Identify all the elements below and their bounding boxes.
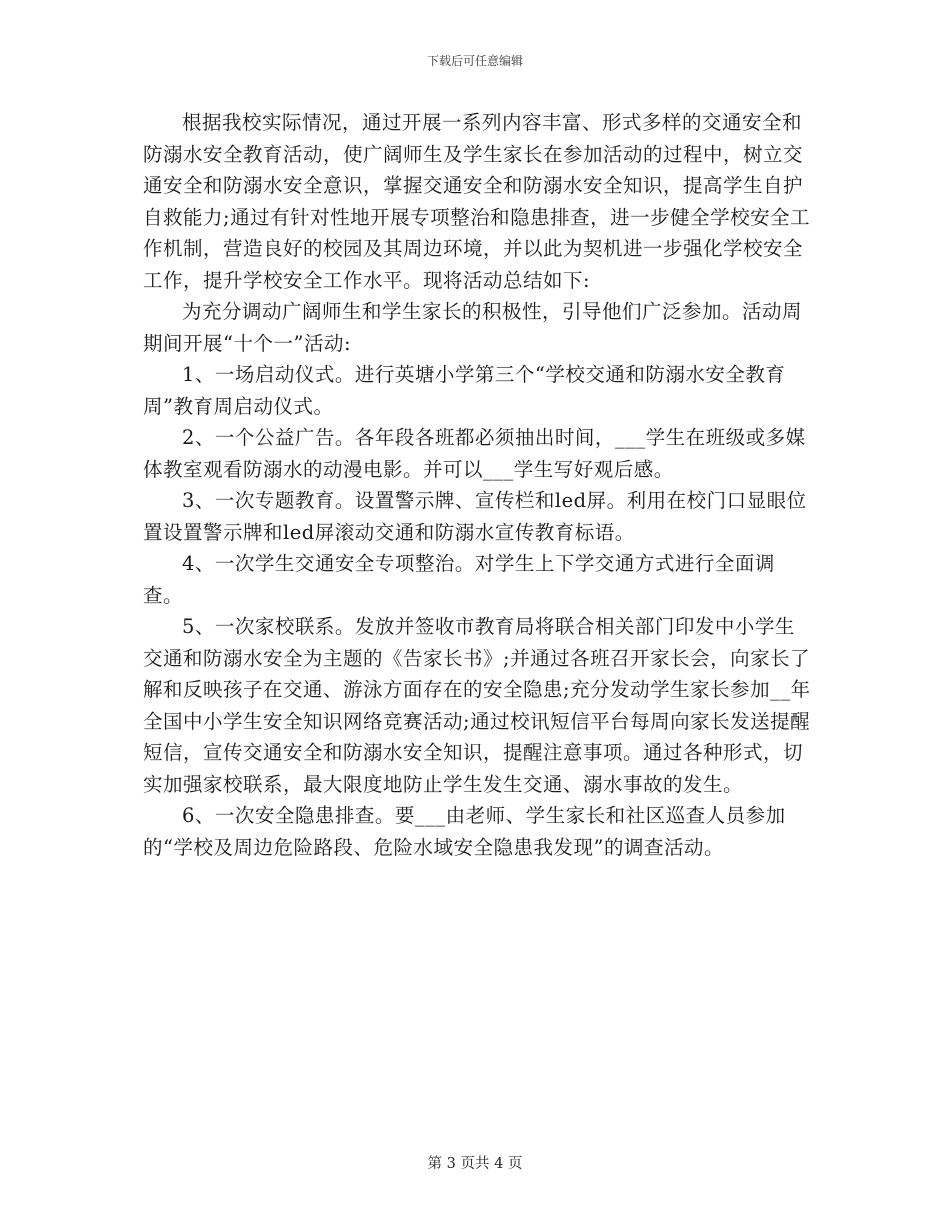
paragraph-item-1: 1、一场启动仪式。进行英塘小学第三个“学校交通和防溺水安全教育周”教育周启动仪式。: [143, 363, 786, 418]
page-header: 下载后可任意编辑: [426, 54, 523, 68]
paragraph-item-6: 6、一次安全隐患排查。要___由老师、学生家长和社区巡查人员参加的“学校及周边危险路段、危险水域安全隐患我发现”的调查活动。: [143, 804, 786, 859]
paragraph-intro: 根据我校实际情况，通过开展一系列内容丰富、形式多样的交通安全和防溺水安全教育活动，使广阔师生及学生家长在参加活动的过程中，树立交通安全和防溺水安全意识，掌握交通安全和防溺水安全知识，提高学生自护自救能力;通过有针对性地开展专项整治和隐患排查，进一步健全学校安全工作机制，营造良好的校园及其周边环境，并以此为契机进一步强化学校安全工作，提升学校安全工作水平。现将活动总结如下:: [143, 111, 811, 292]
paragraph-item-5: 5、一次家校联系。发放并签收市教育局将联合相关部门印发中小学生交通和防溺水安全为主题的《告家长书》;并通过各班召开家长会，向家长了解和反映孩子在交通、游泳方面存在的安全隐患;充分发动学生家长参加__年全国中小学生安全知识网络竞赛活动;通过校讯短信平台每周向家长发送提醒短信，宣传交通安全和防溺水安全知识，提醒注意事项。通过各种形式，切实加强家校联系，最大限度地防止学生发生交通、溺水事故的发生。: [143, 615, 811, 796]
document-body: [143, 107, 813, 863]
page-footer: 第 3 页共 4 页: [427, 1156, 523, 1172]
paragraph-activities-intro: 为充分调动广阔师生和学生家长的积极性，引导他们广泛参加。活动周期间开展“十个一”活动:: [143, 300, 803, 355]
paragraph-item-3: 3、一次专题教育。设置警示牌、宣传栏和led屏。利用在校门口显眼位置设置警示牌和led屏滚动交通和防溺水宣传教育标语。: [143, 489, 807, 544]
paragraph-item-4: 4、一次学生交通安全专项整治。对学生上下学交通方式进行全面调查。: [143, 552, 775, 607]
paragraph-item-2: 2、一个公益广告。各年段各班都必须抽出时间，___学生在班级或多媒体教室观看防溺水的动漫电影。并可以___学生写好观后感。: [143, 426, 806, 481]
